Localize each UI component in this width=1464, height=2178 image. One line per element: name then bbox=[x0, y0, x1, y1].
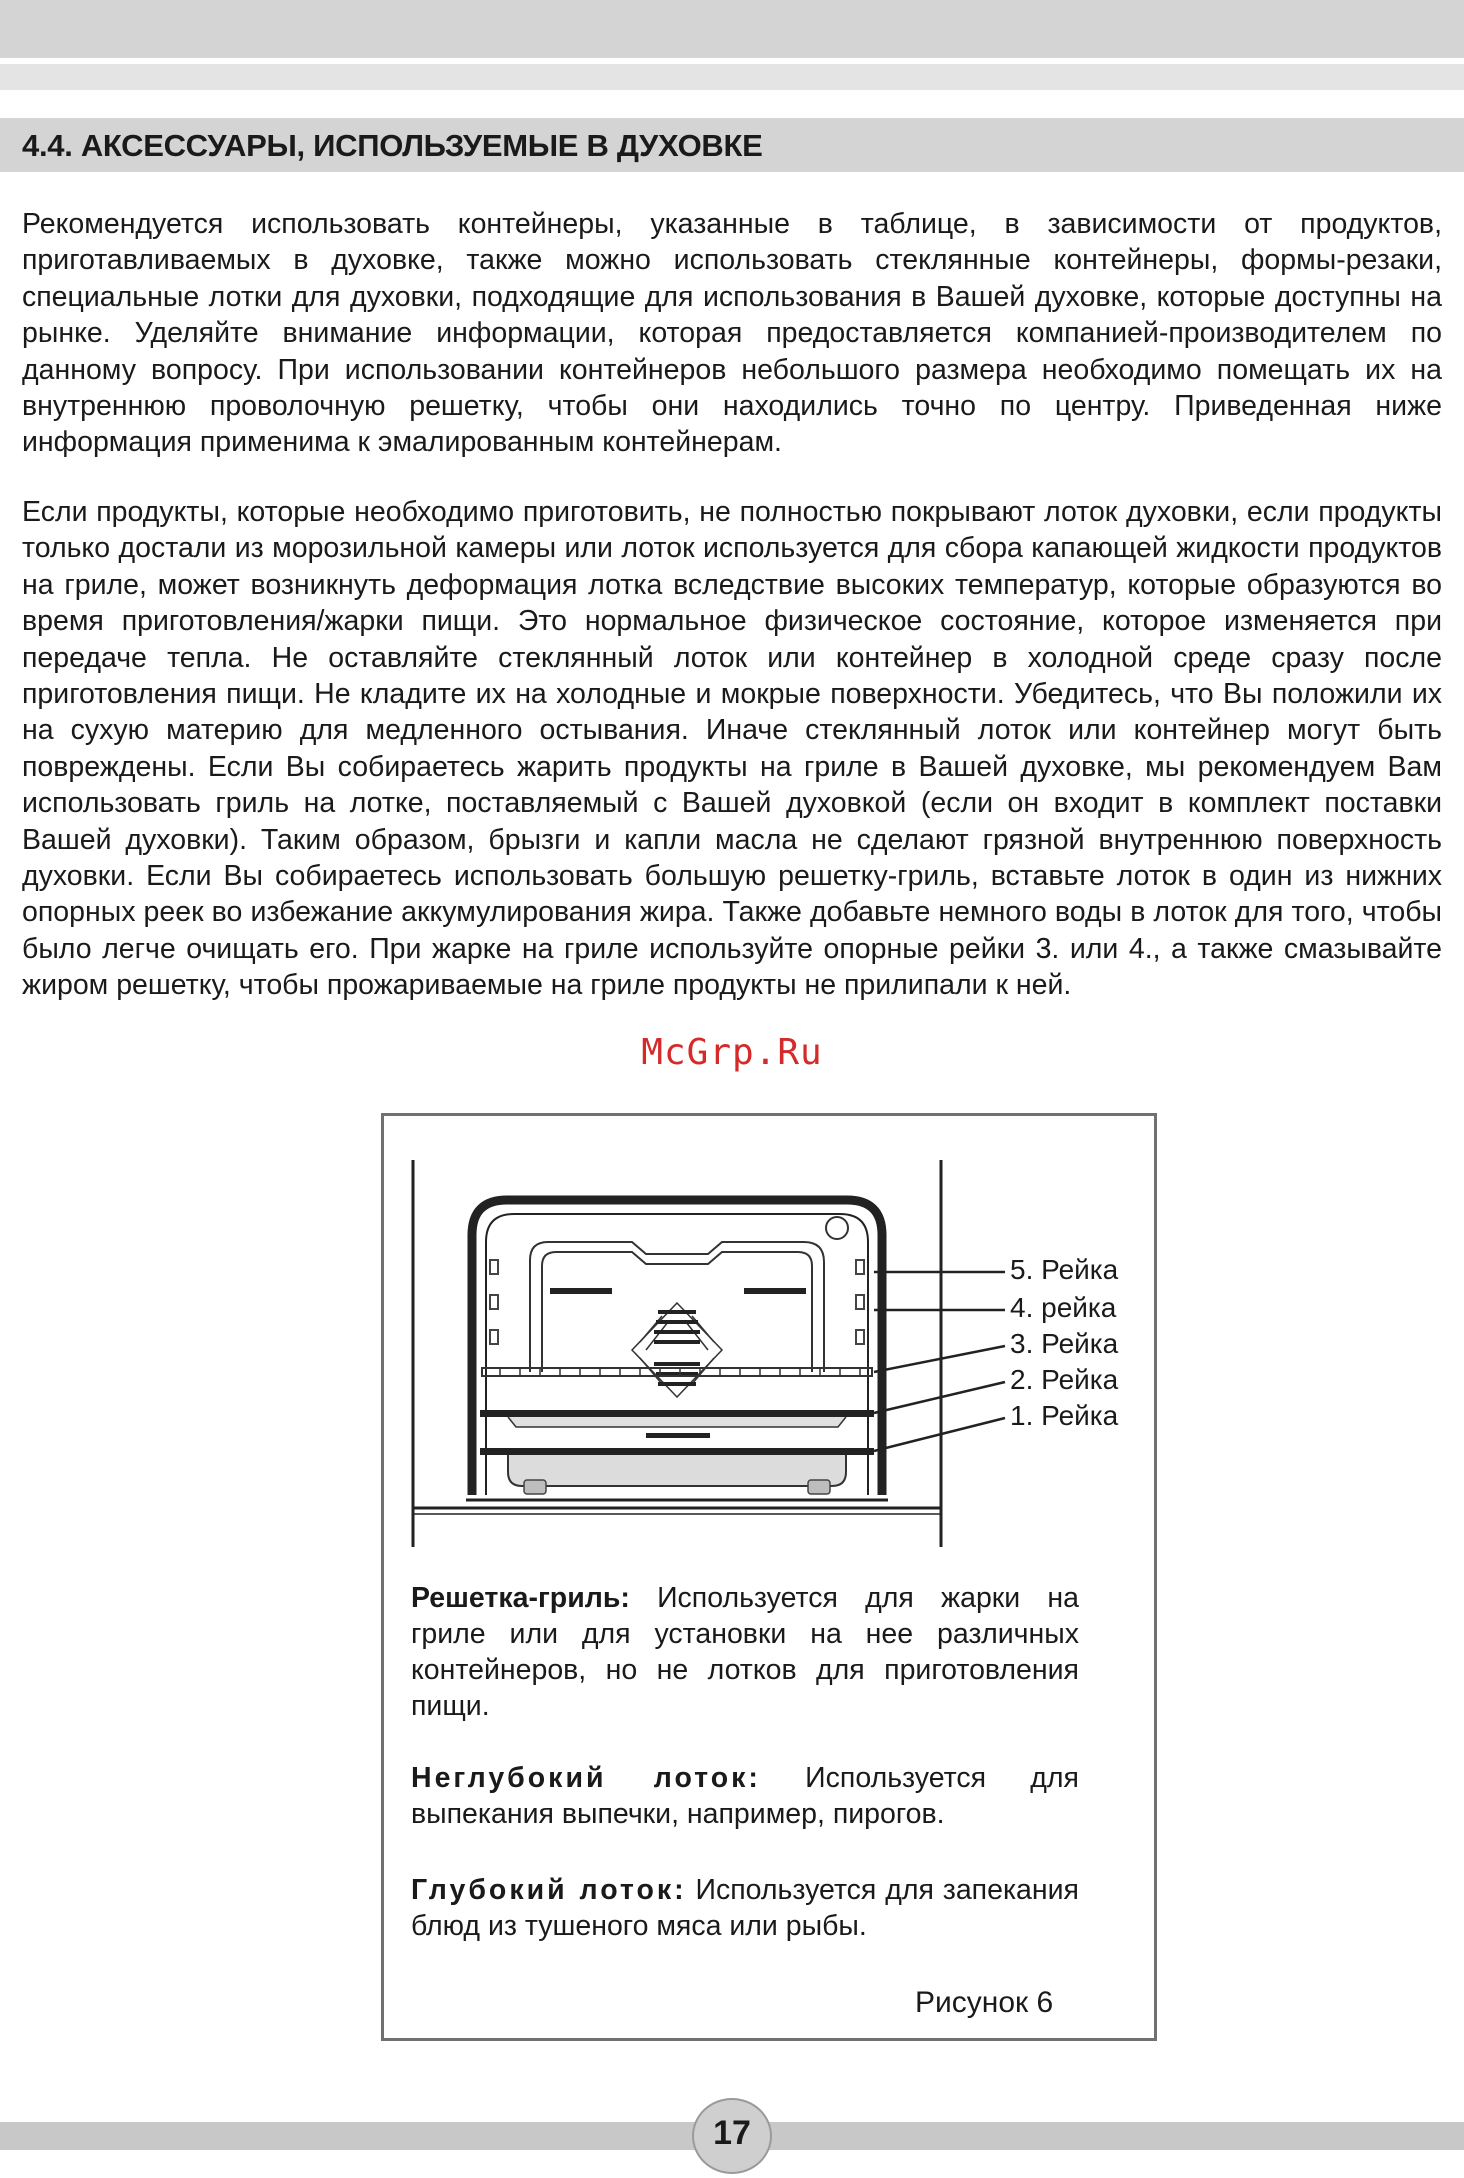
rail-3-label: 3. Рейка bbox=[1010, 1328, 1119, 1359]
accessory-text: Используется для запекания блюд из тушеного мяса или рыбы. bbox=[411, 1874, 1079, 1942]
rail-5-label: 5. Рейка bbox=[1010, 1254, 1119, 1285]
oven-cabinet bbox=[413, 1160, 941, 1547]
fan-cover-slots bbox=[550, 1288, 806, 1294]
page-number: 17 bbox=[713, 2114, 751, 2152]
accessory-name: Неглубокий лоток: bbox=[411, 1762, 761, 1794]
accessory-name: Решетка-гриль: bbox=[411, 1582, 630, 1614]
figure-caption: Рисунок 6 bbox=[915, 1986, 1054, 2019]
accessory-text: Используется для жарки на гриле или для установки на нее различных контейнеров, но не лотков для приготовления пищи. bbox=[411, 1582, 1079, 1722]
wire-grill-bars bbox=[500, 1368, 860, 1376]
deep-tray bbox=[480, 1448, 874, 1494]
accessory-deep-tray bbox=[411, 1872, 1079, 1944]
rail-1-label: 1. Рейка bbox=[1010, 1400, 1119, 1431]
section-heading: 4.4. АКСЕССУАРЫ, ИСПОЛЬЗУЕМЫЕ В ДУХОВКЕ bbox=[22, 128, 763, 163]
shallow-tray bbox=[480, 1410, 874, 1438]
accessory-name: Глубокий лоток: bbox=[411, 1874, 687, 1906]
rail-4-label: 4. рейка bbox=[1010, 1292, 1117, 1323]
header-band bbox=[0, 0, 1464, 58]
header-stripe bbox=[0, 64, 1464, 90]
paragraph-tray-deformation: Если продукты, которые необходимо приготовить, не полностью покрывают лоток духовки, если продукты только достали из морозильной камеры или лоток используется для сбора капающей жидкости продуктов на гриле, может возникнуть деформация лотка вследствие высоких температур, которые образуются во время приготовления/жарки пищи. Это нормальное физическое состояние, которое изменяется при передаче тепла. Не оставляйте стеклянный лоток или контейнер в холодной среде сразу после приготовления пищи. Не кладите их на холодные и мокрые поверхности. Убедитесь, что Вы положили их на сухую материю для медленного остывания. Иначе стеклянный лоток или контейнер могут быть повреждены. Если Вы собираетесь жарить продукты на гриле в Вашей духовке, мы рекомендуем Вам использовать гриль на лотке, поставляемый с Вашей духовкой (если он входит в комплект поставки Вашей духовки). Таким образом, брызги и капли масла не сделают грязной внутреннюю поверхность духовки. Если Вы собираетесь использовать большую решетку-гриль, вставьте лоток в один из нижних опорных реек во избежание аккумулирования жира. Также добавьте немного воды в лоток для того, чтобы было легче очищать его. При жарке на гриле используйте опорные рейки 3. или 4., а также смазывайте жиром решетку, чтобы прожариваемые на гриле продукты не прилипали к ней. bbox=[22, 496, 1442, 1002]
accessory-wire-grill bbox=[411, 1580, 1079, 1724]
fan-cover bbox=[530, 1217, 848, 1372]
watermark: McGrp.Ru bbox=[641, 1032, 823, 1073]
rail-2-label: 2. Рейка bbox=[1010, 1364, 1119, 1395]
accessory-shallow-tray bbox=[411, 1760, 1079, 1832]
accessory-text: Используется для выпекания выпечки, например, пирогов. bbox=[411, 1762, 1079, 1830]
fan-grille-bars bbox=[654, 1310, 700, 1386]
paragraph-containers: Рекомендуется использовать контейнеры, указанные в таблице, в зависимости от продуктов, приготавливаемых в духовке, также можно использовать стеклянные контейнеры, формы-резаки, специальные лотки для духовки, подходящие для использования в Вашей духовке, которые доступны на рынке. Уделяйте внимание информации, которая предоставляется компанией-производителем по данному вопросу. При использовании контейнеров небольшого размера необходимо помещать их на внутреннюю проволочную решетку, чтобы они находились точно по центру. Приведенная ниже информация применима к эмалированным контейнерам. bbox=[22, 208, 1442, 459]
